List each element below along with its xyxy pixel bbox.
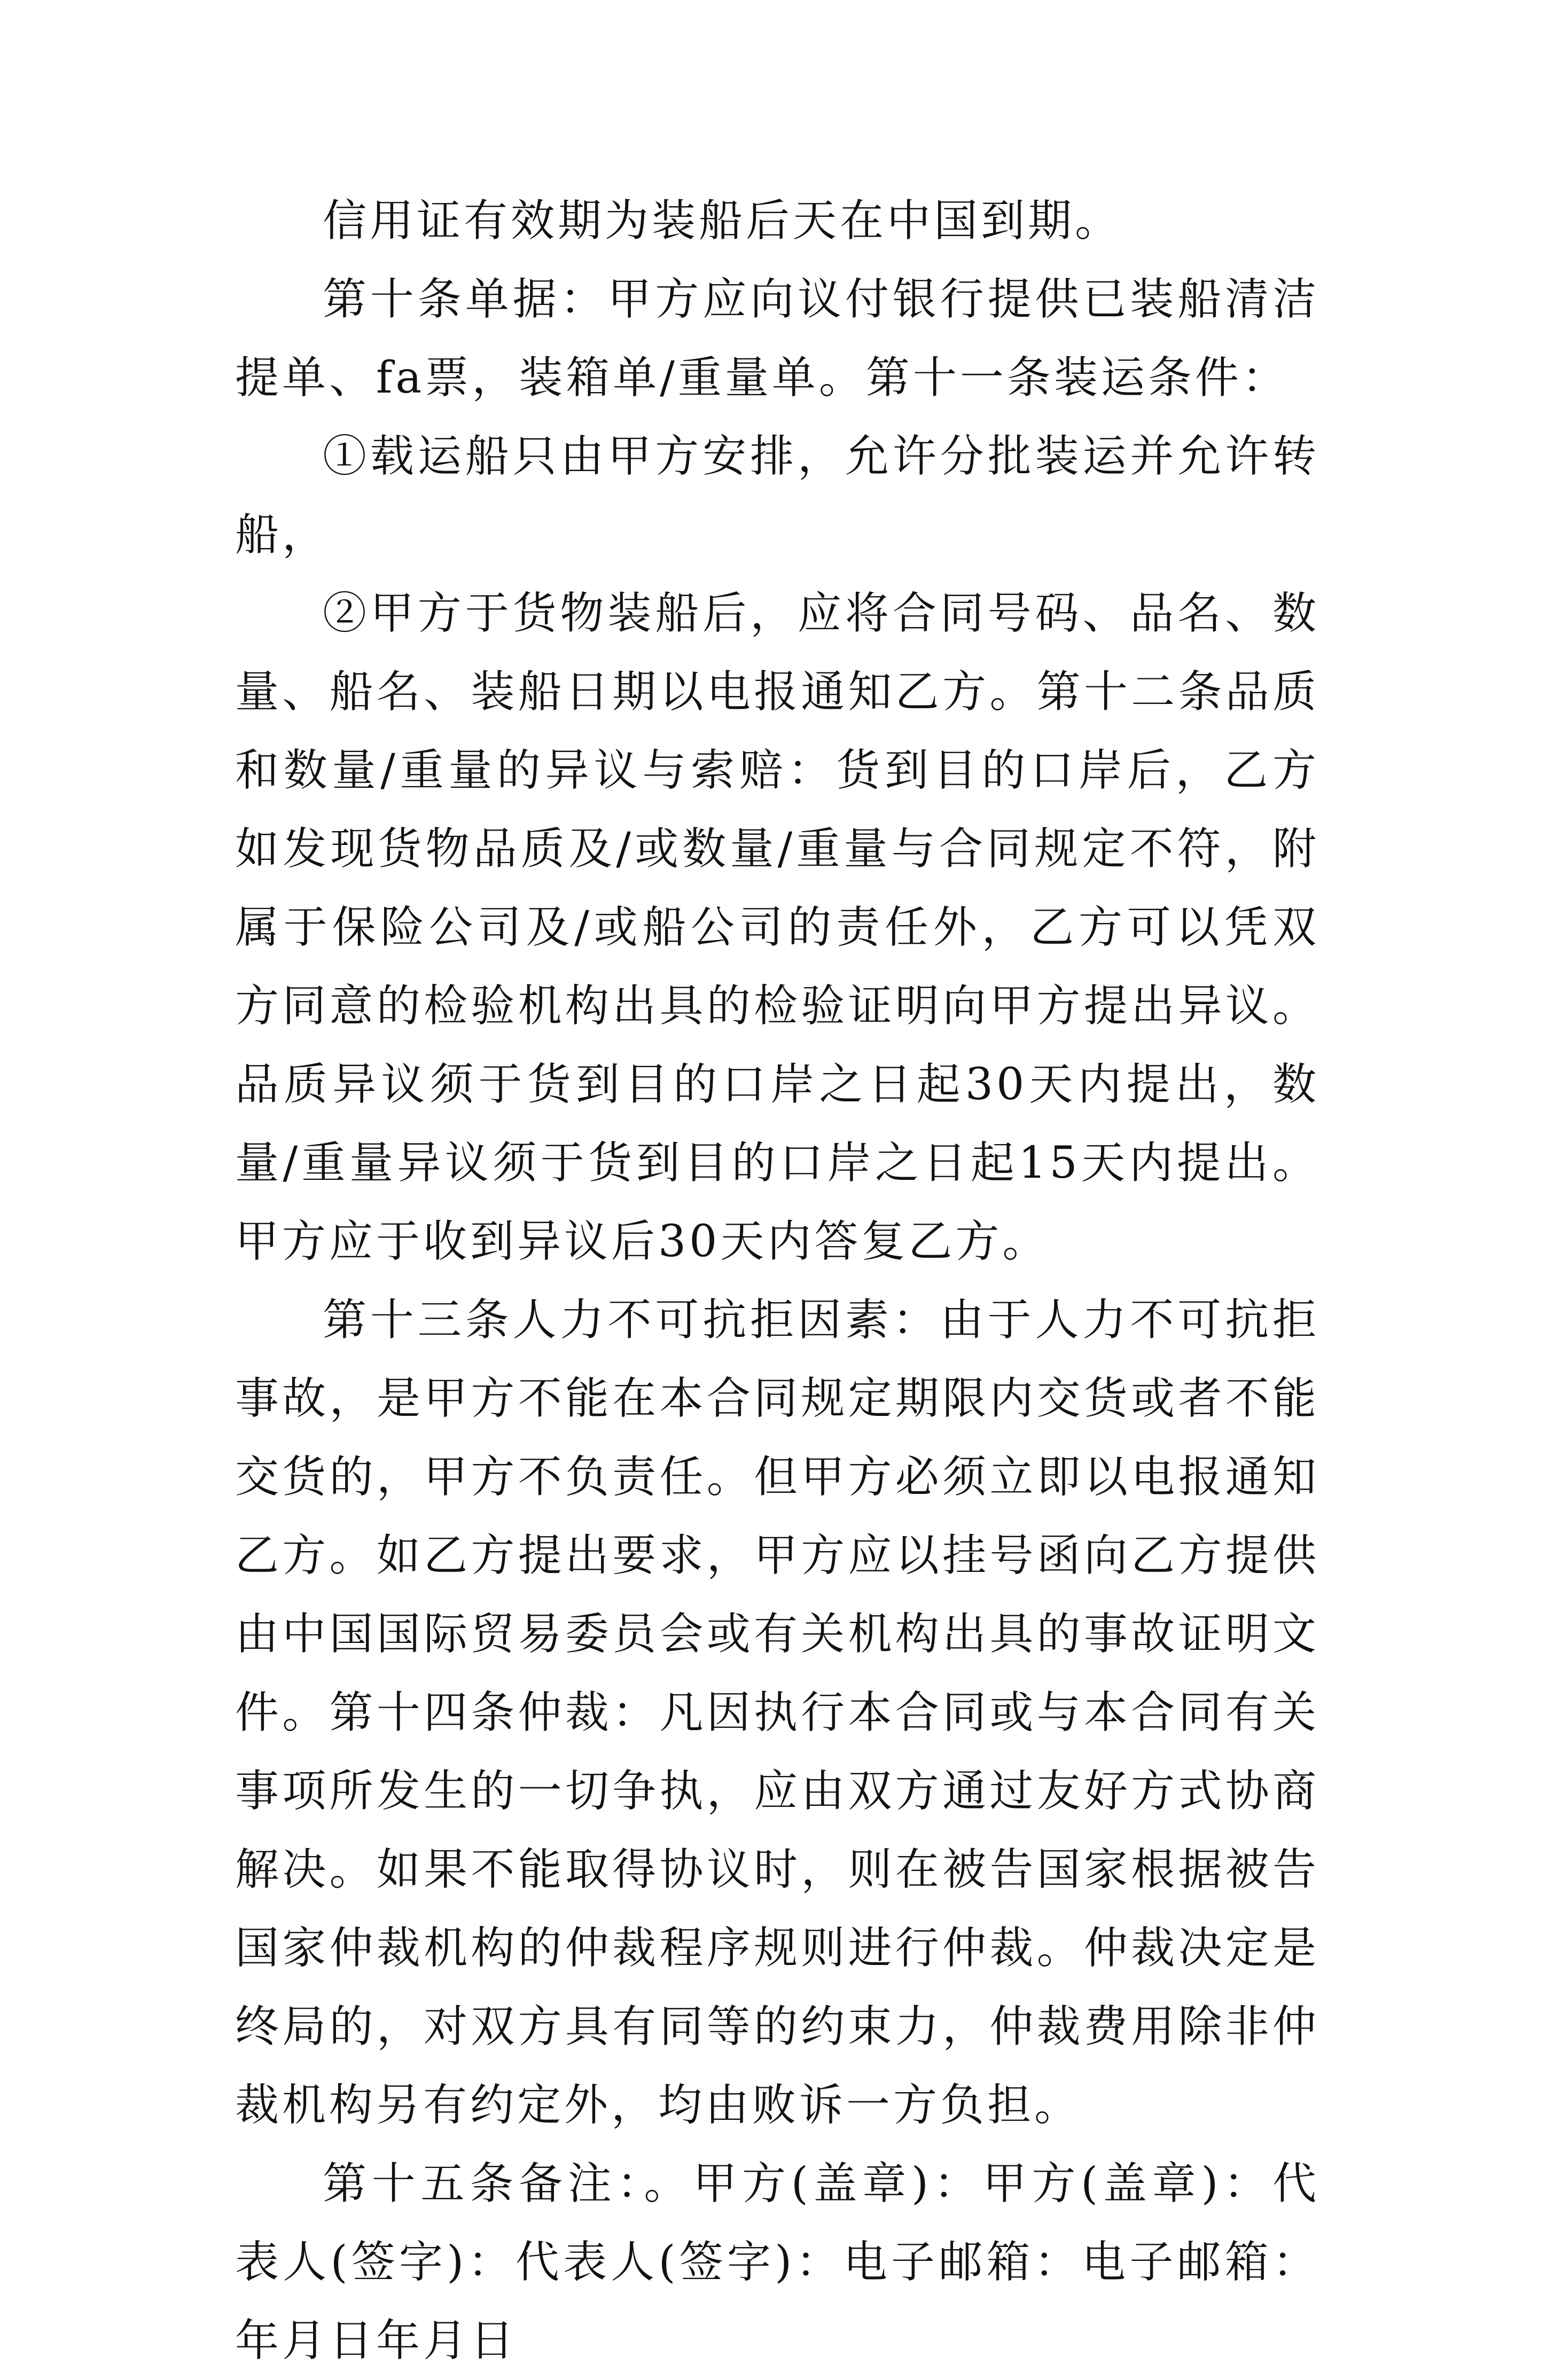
- document-body: [235, 182, 1319, 2380]
- paragraph-article-10-documents: 第十条单据：甲方应向议付银行提供已装船清洁提单、fa票，装箱单/重量单。第十一条装运条件：: [235, 274, 1319, 403]
- paragraph-article-13-force-majeure: 第十三条人力不可抗拒因素：由于人力不可抗拒事故，是甲方不能在本合同规定期限内交货或者不能交货的，甲方不负责任。但甲方必须立即以电报通知乙方。如乙方提出要求，甲方应以挂号函向乙方提供由中国国际贸易委员会或有关机构出具的事故证明文件。第十四条仲裁：凡因执行本合同或与本合同有关事项所发生的一切争执，应由双方通过友好方式协商解决。如果不能取得协议时，则在被告国家根据被告国家仲裁机构的仲裁程序规则进行仲裁。仲裁决定是终局的，对双方具有同等的约束力，仲裁费用除非仲裁机构另有约定外，均由败诉一方负担。: [235, 1295, 1319, 2131]
- paragraph-article-15-remarks-signatures: 第十五条备注：。甲方(盖章)：甲方(盖章)：代表人(签字)：代表人(签字)：电子邮箱：电子邮箱：年月日年月日: [235, 2158, 1319, 2366]
- paragraph-shipping-item-1: ①载运船只由甲方安排，允许分批装运并允许转船，: [235, 431, 1319, 560]
- paragraph-shipping-item-2: ②甲方于货物装船后，应将合同号码、品名、数量、船名、装船日期以电报通知乙方。第十二条品质和数量/重量的异议与索赔：货到目的口岸后，乙方如发现货物品质及/或数量/重量与合同规定不符，附属于保险公司及/或船公司的责任外，乙方可以凭双方同意的检验机构出具的检验证明向甲方提出异议。品质异议须于货到目的口岸之日起30天内提出，数量/重量异议须于货到目的口岸之日起15天内提出。甲方应于收到异议后30天内答复乙方。: [235, 588, 1319, 1267]
- paragraph-lc-validity: 信用证有效期为装船后天在中国到期。: [323, 195, 1122, 246]
